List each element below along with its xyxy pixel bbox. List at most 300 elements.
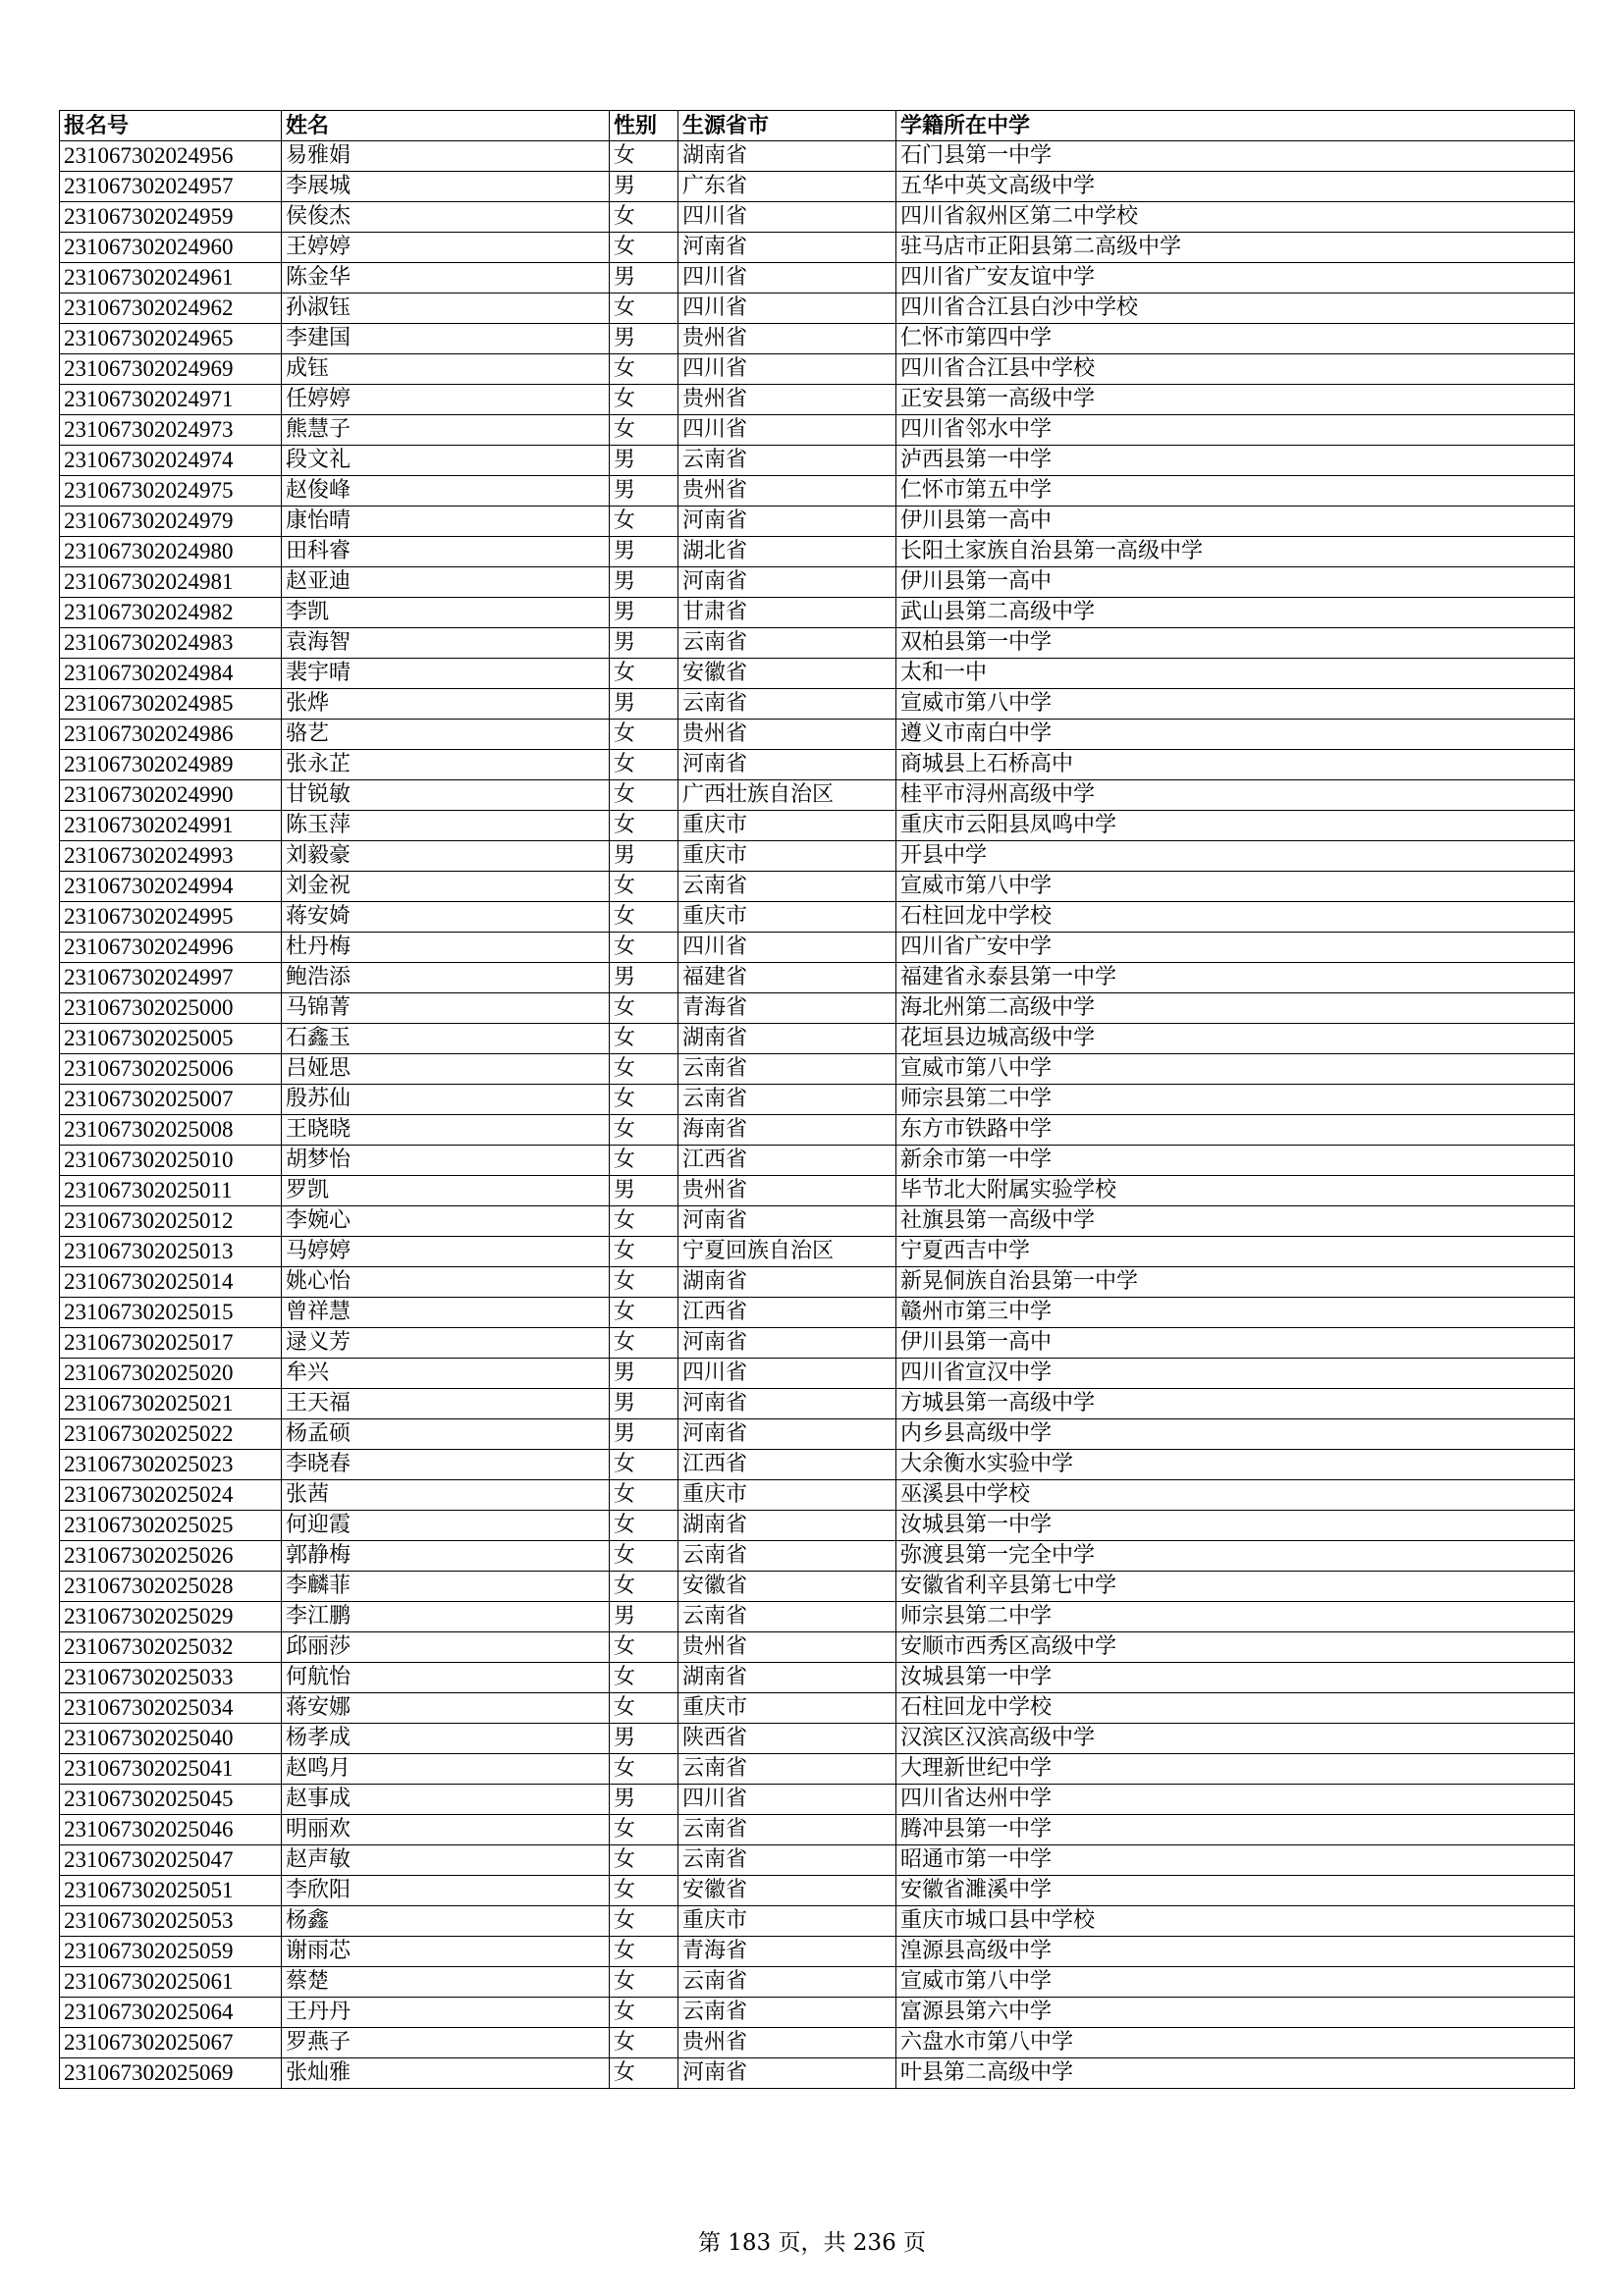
gender-cell: 女 — [610, 1693, 678, 1724]
province-cell: 贵州省 — [678, 720, 896, 750]
name-cell: 王丹丹 — [282, 1998, 610, 2028]
registration-no-cell: 231067302025046 — [60, 1815, 282, 1845]
province-cell: 四川省 — [678, 1785, 896, 1815]
table-row — [60, 1267, 1575, 1298]
table-row — [60, 933, 1575, 963]
name-cell: 马锦菁 — [282, 993, 610, 1024]
province-cell: 云南省 — [678, 872, 896, 902]
name-cell: 李展城 — [282, 172, 610, 202]
name-cell: 何迎霞 — [282, 1511, 610, 1541]
school-cell: 师宗县第二中学 — [896, 1602, 1575, 1632]
province-cell: 陕西省 — [678, 1724, 896, 1754]
province-cell: 云南省 — [678, 1085, 896, 1115]
registration-no-cell: 231067302025020 — [60, 1359, 282, 1389]
province-cell: 海南省 — [678, 1115, 896, 1146]
registration-no-cell: 231067302024989 — [60, 750, 282, 780]
gender-cell: 女 — [610, 507, 678, 537]
table-row — [60, 202, 1575, 233]
school-cell: 四川省广安友谊中学 — [896, 263, 1575, 294]
gender-cell: 女 — [610, 1146, 678, 1176]
school-cell: 武山县第二高级中学 — [896, 598, 1575, 628]
registration-no-cell: 231067302025015 — [60, 1298, 282, 1328]
province-cell: 四川省 — [678, 1359, 896, 1389]
gender-cell: 男 — [610, 476, 678, 507]
school-cell: 伊川县第一高中 — [896, 507, 1575, 537]
gender-cell: 男 — [610, 841, 678, 872]
province-cell: 安徽省 — [678, 1876, 896, 1906]
province-cell: 河南省 — [678, 750, 896, 780]
registration-no-cell: 231067302025041 — [60, 1754, 282, 1785]
table-row — [60, 1693, 1575, 1724]
school-cell: 商城县上石桥高中 — [896, 750, 1575, 780]
gender-cell: 女 — [610, 750, 678, 780]
province-cell: 湖南省 — [678, 1663, 896, 1693]
province-cell: 四川省 — [678, 933, 896, 963]
table-row — [60, 1024, 1575, 1054]
registration-no-cell: 231067302024960 — [60, 233, 282, 263]
gender-cell: 女 — [610, 1085, 678, 1115]
page-number: 第 183 页，共 236 页 — [697, 2230, 927, 2256]
name-cell: 赵声敏 — [282, 1845, 610, 1876]
school-cell: 太和一中 — [896, 659, 1575, 689]
gender-cell: 女 — [610, 202, 678, 233]
registration-no-cell: 231067302024991 — [60, 811, 282, 841]
school-cell: 富源县第六中学 — [896, 1998, 1575, 2028]
name-cell: 陈玉萍 — [282, 811, 610, 841]
table-row — [60, 1572, 1575, 1602]
gender-cell: 女 — [610, 2058, 678, 2089]
table-row — [60, 1115, 1575, 1146]
province-cell: 福建省 — [678, 963, 896, 993]
gender-cell: 女 — [610, 233, 678, 263]
name-cell: 张茜 — [282, 1480, 610, 1511]
gender-cell: 女 — [610, 2028, 678, 2058]
table-row — [60, 415, 1575, 446]
school-cell: 长阳土家族自治县第一高级中学 — [896, 537, 1575, 567]
name-cell: 赵亚迪 — [282, 567, 610, 598]
table-row — [60, 172, 1575, 202]
col-header-province: 生源省市 — [678, 111, 896, 141]
name-cell: 杨鑫 — [282, 1906, 610, 1937]
province-cell: 河南省 — [678, 567, 896, 598]
school-cell: 弥渡县第一完全中学 — [896, 1541, 1575, 1572]
gender-cell: 女 — [610, 385, 678, 415]
registration-no-cell: 231067302024995 — [60, 902, 282, 933]
name-cell: 成钰 — [282, 354, 610, 385]
registration-no-cell: 231067302024979 — [60, 507, 282, 537]
school-cell: 社旗县第一高级中学 — [896, 1206, 1575, 1237]
registration-no-cell: 231067302024969 — [60, 354, 282, 385]
gender-cell: 女 — [610, 1511, 678, 1541]
table-row — [60, 1906, 1575, 1937]
province-cell: 江西省 — [678, 1450, 896, 1480]
gender-cell: 男 — [610, 1419, 678, 1450]
province-cell: 河南省 — [678, 233, 896, 263]
school-cell: 东方市铁路中学 — [896, 1115, 1575, 1146]
province-cell: 湖南省 — [678, 1511, 896, 1541]
name-cell: 蒋安娜 — [282, 1693, 610, 1724]
name-cell: 侯俊杰 — [282, 202, 610, 233]
table-row — [60, 963, 1575, 993]
gender-cell: 女 — [610, 902, 678, 933]
school-cell: 开县中学 — [896, 841, 1575, 872]
gender-cell: 女 — [610, 933, 678, 963]
school-cell: 巫溪县中学校 — [896, 1480, 1575, 1511]
school-cell: 四川省宣汉中学 — [896, 1359, 1575, 1389]
table-row — [60, 1206, 1575, 1237]
table-row — [60, 1541, 1575, 1572]
table-row — [60, 1967, 1575, 1998]
name-cell: 张灿雅 — [282, 2058, 610, 2089]
school-cell: 湟源县高级中学 — [896, 1937, 1575, 1967]
header-row — [60, 111, 1575, 141]
gender-cell: 女 — [610, 993, 678, 1024]
registration-no-cell: 231067302025000 — [60, 993, 282, 1024]
col-header-registration-no: 报名号 — [60, 111, 282, 141]
registration-no-cell: 231067302025051 — [60, 1876, 282, 1906]
school-cell: 宣威市第八中学 — [896, 1967, 1575, 1998]
province-cell: 贵州省 — [678, 385, 896, 415]
school-cell: 重庆市城口县中学校 — [896, 1906, 1575, 1937]
name-cell: 李婉心 — [282, 1206, 610, 1237]
table-row — [60, 537, 1575, 567]
province-cell: 重庆市 — [678, 841, 896, 872]
province-cell: 河南省 — [678, 1389, 896, 1419]
registration-no-cell: 231067302025032 — [60, 1632, 282, 1663]
registration-no-cell: 231067302024973 — [60, 415, 282, 446]
name-cell: 段文礼 — [282, 446, 610, 476]
province-cell: 云南省 — [678, 1541, 896, 1572]
name-cell: 李建国 — [282, 324, 610, 354]
table-row — [60, 567, 1575, 598]
table-row — [60, 1754, 1575, 1785]
table-row — [60, 1845, 1575, 1876]
name-cell: 杨孟硕 — [282, 1419, 610, 1450]
registration-no-cell: 231067302025023 — [60, 1450, 282, 1480]
name-cell: 殷苏仙 — [282, 1085, 610, 1115]
school-cell: 安顺市西秀区高级中学 — [896, 1632, 1575, 1663]
province-cell: 贵州省 — [678, 1632, 896, 1663]
table-row — [60, 1146, 1575, 1176]
province-cell: 甘肃省 — [678, 598, 896, 628]
registration-no-cell: 231067302025033 — [60, 1663, 282, 1693]
name-cell: 熊慧子 — [282, 415, 610, 446]
table-row — [60, 507, 1575, 537]
gender-cell: 女 — [610, 1906, 678, 1937]
name-cell: 刘金祝 — [282, 872, 610, 902]
school-cell: 桂平市浔州高级中学 — [896, 780, 1575, 811]
registration-no-cell: 231067302025012 — [60, 1206, 282, 1237]
school-cell: 伊川县第一高中 — [896, 1328, 1575, 1359]
gender-cell: 女 — [610, 1937, 678, 1967]
table-row — [60, 750, 1575, 780]
province-cell: 重庆市 — [678, 902, 896, 933]
gender-cell: 女 — [610, 141, 678, 172]
gender-cell: 女 — [610, 659, 678, 689]
province-cell: 湖南省 — [678, 141, 896, 172]
province-cell: 江西省 — [678, 1146, 896, 1176]
province-cell: 青海省 — [678, 1937, 896, 1967]
school-cell: 驻马店市正阳县第二高级中学 — [896, 233, 1575, 263]
province-cell: 河南省 — [678, 2058, 896, 2089]
province-cell: 云南省 — [678, 1845, 896, 1876]
gender-cell: 女 — [610, 1967, 678, 1998]
gender-cell: 女 — [610, 294, 678, 324]
table-row — [60, 1998, 1575, 2028]
registration-no-cell: 231067302025029 — [60, 1602, 282, 1632]
school-cell: 宣威市第八中学 — [896, 689, 1575, 720]
school-cell: 汝城县第一中学 — [896, 1511, 1575, 1541]
province-cell: 重庆市 — [678, 811, 896, 841]
registration-no-cell: 231067302025013 — [60, 1237, 282, 1267]
gender-cell: 女 — [610, 1115, 678, 1146]
name-cell: 逯义芳 — [282, 1328, 610, 1359]
table-row — [60, 811, 1575, 841]
name-cell: 马婷婷 — [282, 1237, 610, 1267]
school-cell: 石门县第一中学 — [896, 141, 1575, 172]
gender-cell: 男 — [610, 1389, 678, 1419]
table-row — [60, 263, 1575, 294]
gender-cell: 女 — [610, 415, 678, 446]
school-cell: 福建省永泰县第一中学 — [896, 963, 1575, 993]
registration-no-cell: 231067302025011 — [60, 1176, 282, 1206]
name-cell: 鲍浩添 — [282, 963, 610, 993]
gender-cell: 女 — [610, 1237, 678, 1267]
province-cell: 四川省 — [678, 294, 896, 324]
registration-no-cell: 231067302024985 — [60, 689, 282, 720]
province-cell: 四川省 — [678, 354, 896, 385]
province-cell: 四川省 — [678, 415, 896, 446]
school-cell: 毕节北大附属实验学校 — [896, 1176, 1575, 1206]
gender-cell: 男 — [610, 1359, 678, 1389]
registration-no-cell: 231067302024997 — [60, 963, 282, 993]
province-cell: 江西省 — [678, 1298, 896, 1328]
school-cell: 四川省广安中学 — [896, 933, 1575, 963]
school-cell: 花垣县边城高级中学 — [896, 1024, 1575, 1054]
province-cell: 云南省 — [678, 689, 896, 720]
gender-cell: 女 — [610, 354, 678, 385]
province-cell: 云南省 — [678, 1815, 896, 1845]
name-cell: 王婷婷 — [282, 233, 610, 263]
name-cell: 石鑫玉 — [282, 1024, 610, 1054]
school-cell: 正安县第一高级中学 — [896, 385, 1575, 415]
name-cell: 王天福 — [282, 1389, 610, 1419]
gender-cell: 女 — [610, 1632, 678, 1663]
table-row — [60, 2028, 1575, 2058]
registration-no-cell: 231067302025047 — [60, 1845, 282, 1876]
registration-no-cell: 231067302025045 — [60, 1785, 282, 1815]
table-row — [60, 476, 1575, 507]
registration-no-cell: 231067302025006 — [60, 1054, 282, 1085]
province-cell: 河南省 — [678, 1419, 896, 1450]
province-cell: 四川省 — [678, 263, 896, 294]
school-cell: 石柱回龙中学校 — [896, 902, 1575, 933]
table-row — [60, 1328, 1575, 1359]
name-cell: 张烨 — [282, 689, 610, 720]
table-row — [60, 1602, 1575, 1632]
registration-no-cell: 231067302025067 — [60, 2028, 282, 2058]
province-cell: 贵州省 — [678, 1176, 896, 1206]
school-cell: 六盘水市第八中学 — [896, 2028, 1575, 2058]
gender-cell: 女 — [610, 780, 678, 811]
registration-no-cell: 231067302024983 — [60, 628, 282, 659]
registration-no-cell: 231067302024981 — [60, 567, 282, 598]
province-cell: 河南省 — [678, 507, 896, 537]
province-cell: 云南省 — [678, 1602, 896, 1632]
gender-cell: 女 — [610, 1298, 678, 1328]
registration-no-cell: 231067302025069 — [60, 2058, 282, 2089]
school-cell: 四川省邻水中学 — [896, 415, 1575, 446]
table-row — [60, 1419, 1575, 1450]
registration-no-cell: 231067302024971 — [60, 385, 282, 415]
table-row — [60, 872, 1575, 902]
name-cell: 袁海智 — [282, 628, 610, 659]
name-cell: 田科睿 — [282, 537, 610, 567]
name-cell: 杜丹梅 — [282, 933, 610, 963]
gender-cell: 女 — [610, 1267, 678, 1298]
gender-cell: 男 — [610, 1724, 678, 1754]
province-cell: 四川省 — [678, 202, 896, 233]
name-cell: 任婷婷 — [282, 385, 610, 415]
gender-cell: 女 — [610, 1754, 678, 1785]
school-cell: 石柱回龙中学校 — [896, 1693, 1575, 1724]
gender-cell: 女 — [610, 720, 678, 750]
gender-cell: 女 — [610, 1328, 678, 1359]
school-cell: 重庆市云阳县凤鸣中学 — [896, 811, 1575, 841]
province-cell: 湖南省 — [678, 1267, 896, 1298]
school-cell: 汝城县第一中学 — [896, 1663, 1575, 1693]
table-row — [60, 1876, 1575, 1906]
table-row — [60, 233, 1575, 263]
school-cell: 海北州第二高级中学 — [896, 993, 1575, 1024]
school-cell: 四川省达州中学 — [896, 1785, 1575, 1815]
registration-no-cell: 231067302024984 — [60, 659, 282, 689]
table-row — [60, 720, 1575, 750]
name-cell: 邱丽莎 — [282, 1632, 610, 1663]
table-row — [60, 902, 1575, 933]
gender-cell: 男 — [610, 1176, 678, 1206]
table-row — [60, 1663, 1575, 1693]
gender-cell: 男 — [610, 1785, 678, 1815]
table-row — [60, 628, 1575, 659]
school-cell: 宣威市第八中学 — [896, 872, 1575, 902]
table-row — [60, 598, 1575, 628]
school-cell: 赣州市第三中学 — [896, 1298, 1575, 1328]
table-row — [60, 1785, 1575, 1815]
province-cell: 安徽省 — [678, 1572, 896, 1602]
gender-cell: 男 — [610, 446, 678, 476]
registration-no-cell: 231067302025040 — [60, 1724, 282, 1754]
gender-cell: 女 — [610, 1206, 678, 1237]
name-cell: 李晓春 — [282, 1450, 610, 1480]
name-cell: 杨孝成 — [282, 1724, 610, 1754]
col-header-name: 姓名 — [282, 111, 610, 141]
school-cell: 叶县第二高级中学 — [896, 2058, 1575, 2089]
name-cell: 赵事成 — [282, 1785, 610, 1815]
table-row — [60, 659, 1575, 689]
name-cell: 李麟菲 — [282, 1572, 610, 1602]
name-cell: 胡梦怡 — [282, 1146, 610, 1176]
province-cell: 河南省 — [678, 1206, 896, 1237]
registration-no-cell: 231067302024996 — [60, 933, 282, 963]
name-cell: 孙淑钰 — [282, 294, 610, 324]
gender-cell: 男 — [610, 537, 678, 567]
gender-cell: 女 — [610, 1024, 678, 1054]
name-cell: 姚心怡 — [282, 1267, 610, 1298]
gender-cell: 女 — [610, 1450, 678, 1480]
name-cell: 甘锐敏 — [282, 780, 610, 811]
registration-no-cell: 231067302025064 — [60, 1998, 282, 2028]
table-row — [60, 689, 1575, 720]
school-cell: 宁夏西吉中学 — [896, 1237, 1575, 1267]
table-body — [60, 141, 1575, 2089]
school-cell: 新余市第一中学 — [896, 1146, 1575, 1176]
name-cell: 易雅娟 — [282, 141, 610, 172]
school-cell: 仁怀市第五中学 — [896, 476, 1575, 507]
gender-cell: 女 — [610, 1541, 678, 1572]
name-cell: 罗燕子 — [282, 2028, 610, 2058]
registration-no-cell: 231067302025026 — [60, 1541, 282, 1572]
registration-no-cell: 231067302025021 — [60, 1389, 282, 1419]
table-row — [60, 1815, 1575, 1845]
province-cell: 青海省 — [678, 993, 896, 1024]
registration-no-cell: 231067302024956 — [60, 141, 282, 172]
school-cell: 五华中英文高级中学 — [896, 172, 1575, 202]
table-row — [60, 354, 1575, 385]
school-cell: 四川省合江县中学校 — [896, 354, 1575, 385]
school-cell: 四川省叙州区第二中学校 — [896, 202, 1575, 233]
gender-cell: 男 — [610, 963, 678, 993]
school-cell: 遵义市南白中学 — [896, 720, 1575, 750]
table-row — [60, 294, 1575, 324]
name-cell: 何航怡 — [282, 1663, 610, 1693]
table-row — [60, 2058, 1575, 2089]
gender-cell: 女 — [610, 1876, 678, 1906]
school-cell: 方城县第一高级中学 — [896, 1389, 1575, 1419]
province-cell: 云南省 — [678, 1967, 896, 1998]
name-cell: 康怡晴 — [282, 507, 610, 537]
registration-no-cell: 231067302024975 — [60, 476, 282, 507]
name-cell: 张永芷 — [282, 750, 610, 780]
col-header-gender: 性别 — [610, 111, 678, 141]
school-cell: 腾冲县第一中学 — [896, 1815, 1575, 1845]
province-cell: 重庆市 — [678, 1693, 896, 1724]
registration-no-cell: 231067302024990 — [60, 780, 282, 811]
table-row — [60, 324, 1575, 354]
school-cell: 师宗县第二中学 — [896, 1085, 1575, 1115]
registration-no-cell: 231067302025007 — [60, 1085, 282, 1115]
name-cell: 赵俊峰 — [282, 476, 610, 507]
name-cell: 吕娅思 — [282, 1054, 610, 1085]
gender-cell: 女 — [610, 1054, 678, 1085]
name-cell: 曾祥慧 — [282, 1298, 610, 1328]
school-cell: 大理新世纪中学 — [896, 1754, 1575, 1785]
table-row — [60, 1450, 1575, 1480]
gender-cell: 男 — [610, 324, 678, 354]
registration-no-cell: 231067302024994 — [60, 872, 282, 902]
table-row — [60, 1176, 1575, 1206]
table-row — [60, 1480, 1575, 1511]
school-cell: 泸西县第一中学 — [896, 446, 1575, 476]
table-row — [60, 1054, 1575, 1085]
province-cell: 云南省 — [678, 1754, 896, 1785]
name-cell: 李欣阳 — [282, 1876, 610, 1906]
province-cell: 重庆市 — [678, 1906, 896, 1937]
gender-cell: 女 — [610, 811, 678, 841]
table-row — [60, 1389, 1575, 1419]
registration-no-cell: 231067302025008 — [60, 1115, 282, 1146]
table-row — [60, 1511, 1575, 1541]
